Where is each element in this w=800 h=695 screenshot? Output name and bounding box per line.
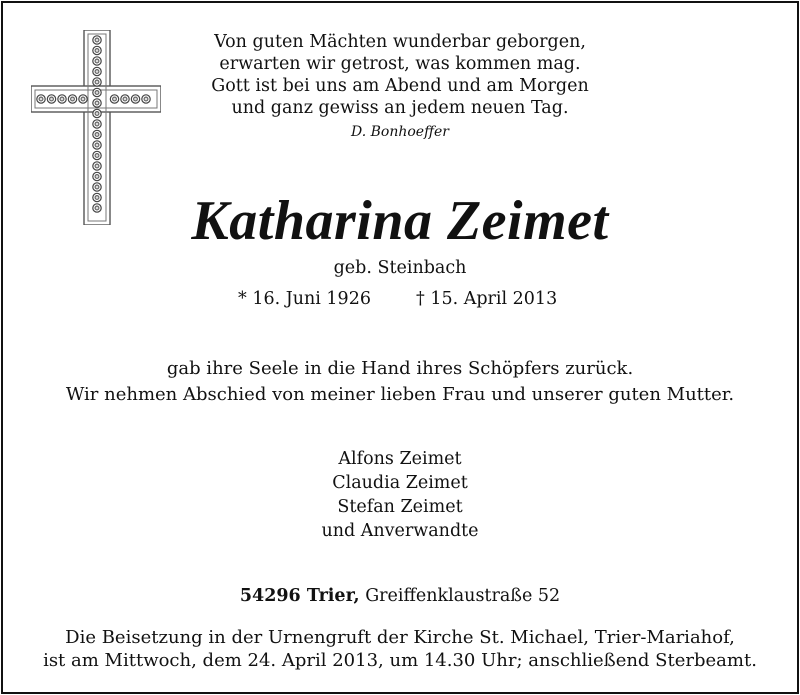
funeral-line-2: ist am Mittwoch, dem 24. April 2013, um 14.30 Uhr; anschließend Sterbeamt. — [43, 650, 757, 671]
cross-jewel-center — [95, 175, 99, 179]
cross-jewel-center — [95, 164, 99, 168]
poem-line-3: Gott ist bei uns am Abend und am Morgen — [211, 76, 589, 96]
mourner-3: Stefan Zeimet — [337, 497, 463, 517]
poem-line-1: Von guten Mächten wunderbar geborgen, — [214, 32, 586, 52]
mourner-2: Claudia Zeimet — [332, 473, 468, 493]
poem-author: D. Bonhoeffer — [351, 124, 449, 140]
death-date: † 15. April 2013 — [416, 289, 558, 309]
funeral-line-1: Die Beisetzung in der Urnengruft der Kirche St. Michael, Trier-Mariahof, — [65, 627, 735, 648]
birth-date: * 16. Juni 1926 — [238, 289, 371, 309]
message-line-2: Wir nehmen Abschied von meiner lieben Frau und unserer guten Mutter. — [65, 384, 735, 405]
poem-line-4: und ganz gewiss an jedem neuen Tag. — [231, 98, 569, 118]
poem-line-2: erwarten wir getrost, was kommen mag. — [219, 54, 581, 74]
obituary-notice — [1, 1, 799, 694]
cross-jewel-center — [95, 154, 99, 158]
address — [3, 586, 797, 606]
mourner-4: und Anverwandte — [321, 521, 479, 541]
address-city: 54296 Trier, — [239, 586, 360, 606]
message-line-1: gab ihre Seele in die Hand ihres Schöpfers zurück. — [166, 358, 634, 379]
address-street: Greiffenklaustraße 52 — [365, 586, 561, 606]
mourner-1: Alfons Zeimet — [338, 449, 462, 469]
deceased-name: Katharina Zeimet — [191, 190, 609, 252]
cross-jewel-center — [95, 143, 99, 147]
maiden-name: geb. Steinbach — [333, 258, 467, 278]
